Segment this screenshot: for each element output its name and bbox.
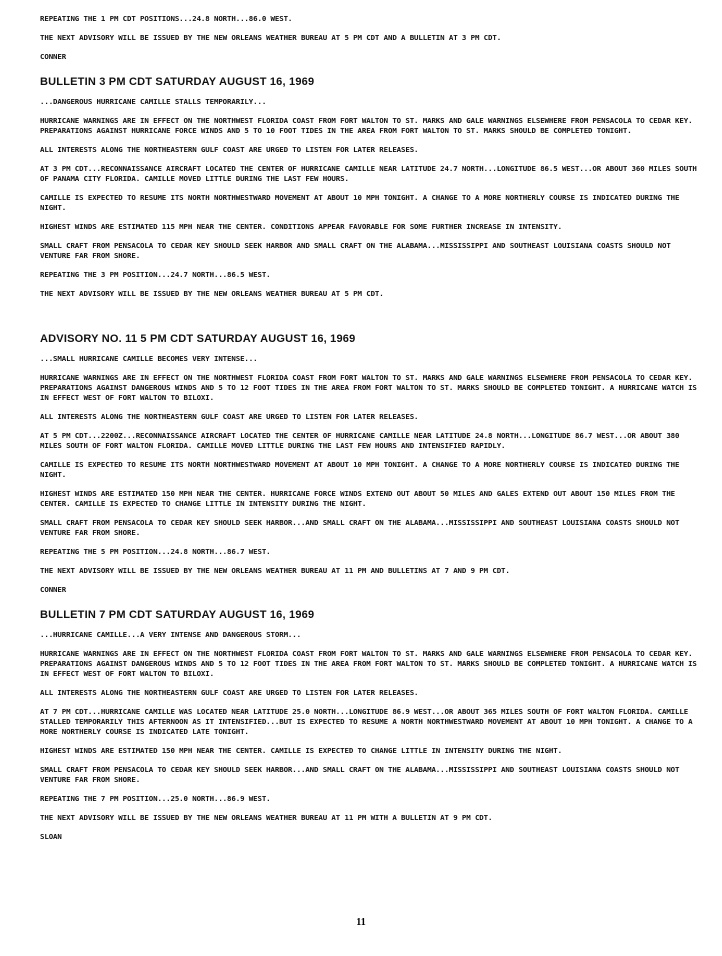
paragraph: ALL INTERESTS ALONG THE NORTHEASTERN GULF COAST ARE URGED TO LISTEN FOR LATER RELEASES. [40, 145, 419, 154]
paragraph: HURRICANE WARNINGS ARE IN EFFECT ON THE NORTHWEST FLORIDA COAST FROM FORT WALTON TO ST. MARKS AND GALE WARNINGS ELSEWHERE FROM PENSACOLA TO CEDAR KEY. PREPARATIONS AGAINST DANGEROUS WINDS AND 5 TO 12 FOOT TIDES IN THE AREA FROM FORT WALTON TO ST. MARKS SHOULD BE COMPLETED TONIGHT. A HURRICANE WATCH IS IN EFFECT WEST OF FORT WALTON TO BILOXI. [40, 649, 697, 678]
paragraph: REPEATING THE 7 PM POSITION...25.0 NORTH...86.9 WEST. [40, 794, 271, 803]
advisory-11 [40, 333, 706, 595]
paragraph: REPEATING THE 3 PM POSITION...24.7 NORTH...86.5 WEST. [40, 270, 271, 279]
paragraph: CAMILLE IS EXPECTED TO RESUME ITS NORTH NORTHWESTWARD MOVEMENT AT ABOUT 10 MPH TONIGHT. A CHANGE TO A MORE NORTHERLY COURSE IS INDICATED DURING THE NIGHT. [40, 460, 680, 479]
paragraph: HIGHEST WINDS ARE ESTIMATED 150 MPH NEAR THE CENTER. HURRICANE FORCE WINDS EXTEND OUT ABOUT 50 MILES AND GALES EXTEND OUT ABOUT 150 MILES FROM THE CENTER. CAMILLE IS EXPECTED TO CHANGE LITTLE IN INTENSITY DURING THE NIGHT. [40, 489, 676, 508]
paragraph: AT 3 PM CDT...RECONNAISSANCE AIRCRAFT LOCATED THE CENTER OF HURRICANE CAMILLE NEAR LATITUDE 24.7 NORTH...LONGITUDE 86.5 WEST...OR ABOUT 360 MILES SOUTH OF PANAMA CITY FLORIDA. CAMILLE MOVED LITTLE DURING THE LAST FEW HOURS. [40, 164, 697, 183]
paragraph: SMALL CRAFT FROM PENSACOLA TO CEDAR KEY SHOULD SEEK HARBOR...AND SMALL CRAFT ON THE ALABAMA...MISSISSIPPI AND SOUTHEAST LOUISIANA COASTS SHOULD NOT VENTURE FAR FROM SHORE. [40, 518, 680, 537]
paragraph: HIGHEST WINDS ARE ESTIMATED 150 MPH NEAR THE CENTER. CAMILLE IS EXPECTED TO CHANGE LITTLE IN INTENSITY DURING THE NIGHT. [40, 746, 562, 755]
signature: CONNER [40, 585, 67, 594]
signature: CONNER [40, 52, 67, 61]
paragraph: HURRICANE WARNINGS ARE IN EFFECT ON THE NORTHWEST FLORIDA COAST FROM FORT WALTON TO ST. MARKS AND GALE WARNINGS ELSEWHERE FROM PENSACOLA TO CEDAR KEY. PREPARATIONS AGAINST DANGEROUS WINDS AND 5 TO 12 FOOT TIDES IN THE AREA FROM FORT WALTON TO ST. MARKS SHOULD BE COMPLETED TONIGHT. A HURRICANE WATCH IS IN EFFECT WEST OF FORT WALTON TO BILOXI. [40, 373, 697, 402]
paragraph: REPEATING THE 5 PM POSITION...24.8 NORTH...86.7 WEST. [40, 547, 271, 556]
paragraph: THE NEXT ADVISORY WILL BE ISSUED BY THE NEW ORLEANS WEATHER BUREAU AT 11 PM AND BULLETINS AT 7 AND 9 PM CDT. [40, 566, 510, 575]
paragraph: ...DANGEROUS HURRICANE CAMILLE STALLS TEMPORARILY... [40, 97, 267, 106]
section-heading: BULLETIN 7 PM CDT SATURDAY AUGUST 16, 1969 [40, 609, 315, 621]
paragraph: SMALL CRAFT FROM PENSACOLA TO CEDAR KEY SHOULD SEEK HARBOR...AND SMALL CRAFT ON THE ALABAMA...MISSISSIPPI AND SOUTHEAST LOUISIANA COASTS SHOULD NOT VENTURE FAR FROM SHORE. [40, 765, 680, 784]
paragraph: CAMILLE IS EXPECTED TO RESUME ITS NORTH NORTHWESTWARD MOVEMENT AT ABOUT 10 MPH TONIGHT. A CHANGE TO A MORE NORTHERLY COURSE IS INDICATED DURING THE NIGHT. [40, 193, 680, 212]
paragraph: AT 5 PM CDT...2200Z...RECONNAISSANCE AIRCRAFT LOCATED THE CENTER OF HURRICANE CAMILLE NEAR LATITUDE 24.8 NORTH...LONGITUDE 86.7 WEST...OR ABOUT 380 MILES SOUTH OF FORT WALTON FLORIDA. CAMILLE MOVED LITTLE DURING THE LAST FEW HOURS AND INTENSIFIED RAPIDLY. [40, 431, 680, 450]
paragraph: ALL INTERESTS ALONG THE NORTHEASTERN GULF COAST ARE URGED TO LISTEN FOR LATER RELEASES. [40, 688, 419, 697]
top-paragraph: REPEATING THE 1 PM CDT POSITIONS...24.8 NORTH...86.0 WEST. [40, 14, 293, 23]
signature: SLOAN [40, 832, 62, 841]
paragraph: AT 7 PM CDT...HURRICANE CAMILLE WAS LOCATED NEAR LATITUDE 25.0 NORTH...LONGITUDE 86.9 WEST...OR ABOUT 365 MILES SOUTH OF FORT WALTON FLORIDA. CAMILLE STALLED TEMPORARILY THIS AFTERNOON AS IT INTENSIFIED...BUT IS EXPECTED TO RESUME A NORTH NORTHWESTWARD MOVEMENT AT ABOUT 10 MPH TONIGHT. A CHANGE TO A MORE NORTHERLY COURSE IS INDICATED LATE TONIGHT. [40, 707, 693, 736]
page-number: 11 [356, 917, 366, 928]
paragraph: HURRICANE WARNINGS ARE IN EFFECT ON THE NORTHWEST FLORIDA COAST FROM FORT WALTON TO ST. MARKS AND GALE WARNINGS ELSEWHERE FROM PENSACOLA TO CEDAR KEY. PREPARATIONS AGAINST HURRICANE FORCE WINDS AND 5 TO 10 FOOT TIDES IN THE AREA FROM FORT WALTON TO ST. MARKS SHOULD BE COMPLETED TONIGHT. [40, 116, 693, 135]
bulletin-7pm [40, 609, 706, 842]
paragraph: THE NEXT ADVISORY WILL BE ISSUED BY THE NEW ORLEANS WEATHER BUREAU AT 5 PM CDT. [40, 289, 384, 298]
section-heading: BULLETIN 3 PM CDT SATURDAY AUGUST 16, 1969 [40, 76, 315, 88]
top-paragraph: THE NEXT ADVISORY WILL BE ISSUED BY THE NEW ORLEANS WEATHER BUREAU AT 5 PM CDT AND A BULLETIN AT 3 PM CDT. [40, 33, 502, 42]
section-heading: ADVISORY NO. 11 5 PM CDT SATURDAY AUGUST 16, 1969 [40, 333, 356, 345]
paragraph: SMALL CRAFT FROM PENSACOLA TO CEDAR KEY SHOULD SEEK HARBOR AND SMALL CRAFT ON THE ALABAMA...MISSISSIPPI AND SOUTHEAST LOUISIANA COASTS SHOULD NOT VENTURE FAR FROM SHORE. [40, 241, 671, 260]
paragraph: THE NEXT ADVISORY WILL BE ISSUED BY THE NEW ORLEANS WEATHER BUREAU AT 11 PM WITH A BULLETIN AT 9 PM CDT. [40, 813, 493, 822]
bulletin-3pm [40, 76, 706, 299]
paragraph: ...SMALL HURRICANE CAMILLE BECOMES VERY INTENSE... [40, 354, 258, 363]
paragraph: ...HURRICANE CAMILLE...A VERY INTENSE AND DANGEROUS STORM... [40, 630, 301, 639]
paragraph: HIGHEST WINDS ARE ESTIMATED 115 MPH NEAR THE CENTER. CONDITIONS APPEAR FAVORABLE FOR SOME FURTHER INCREASE IN INTENSITY. [40, 222, 562, 231]
paragraph: ALL INTERESTS ALONG THE NORTHEASTERN GULF COAST ARE URGED TO LISTEN FOR LATER RELEASES. [40, 412, 419, 421]
